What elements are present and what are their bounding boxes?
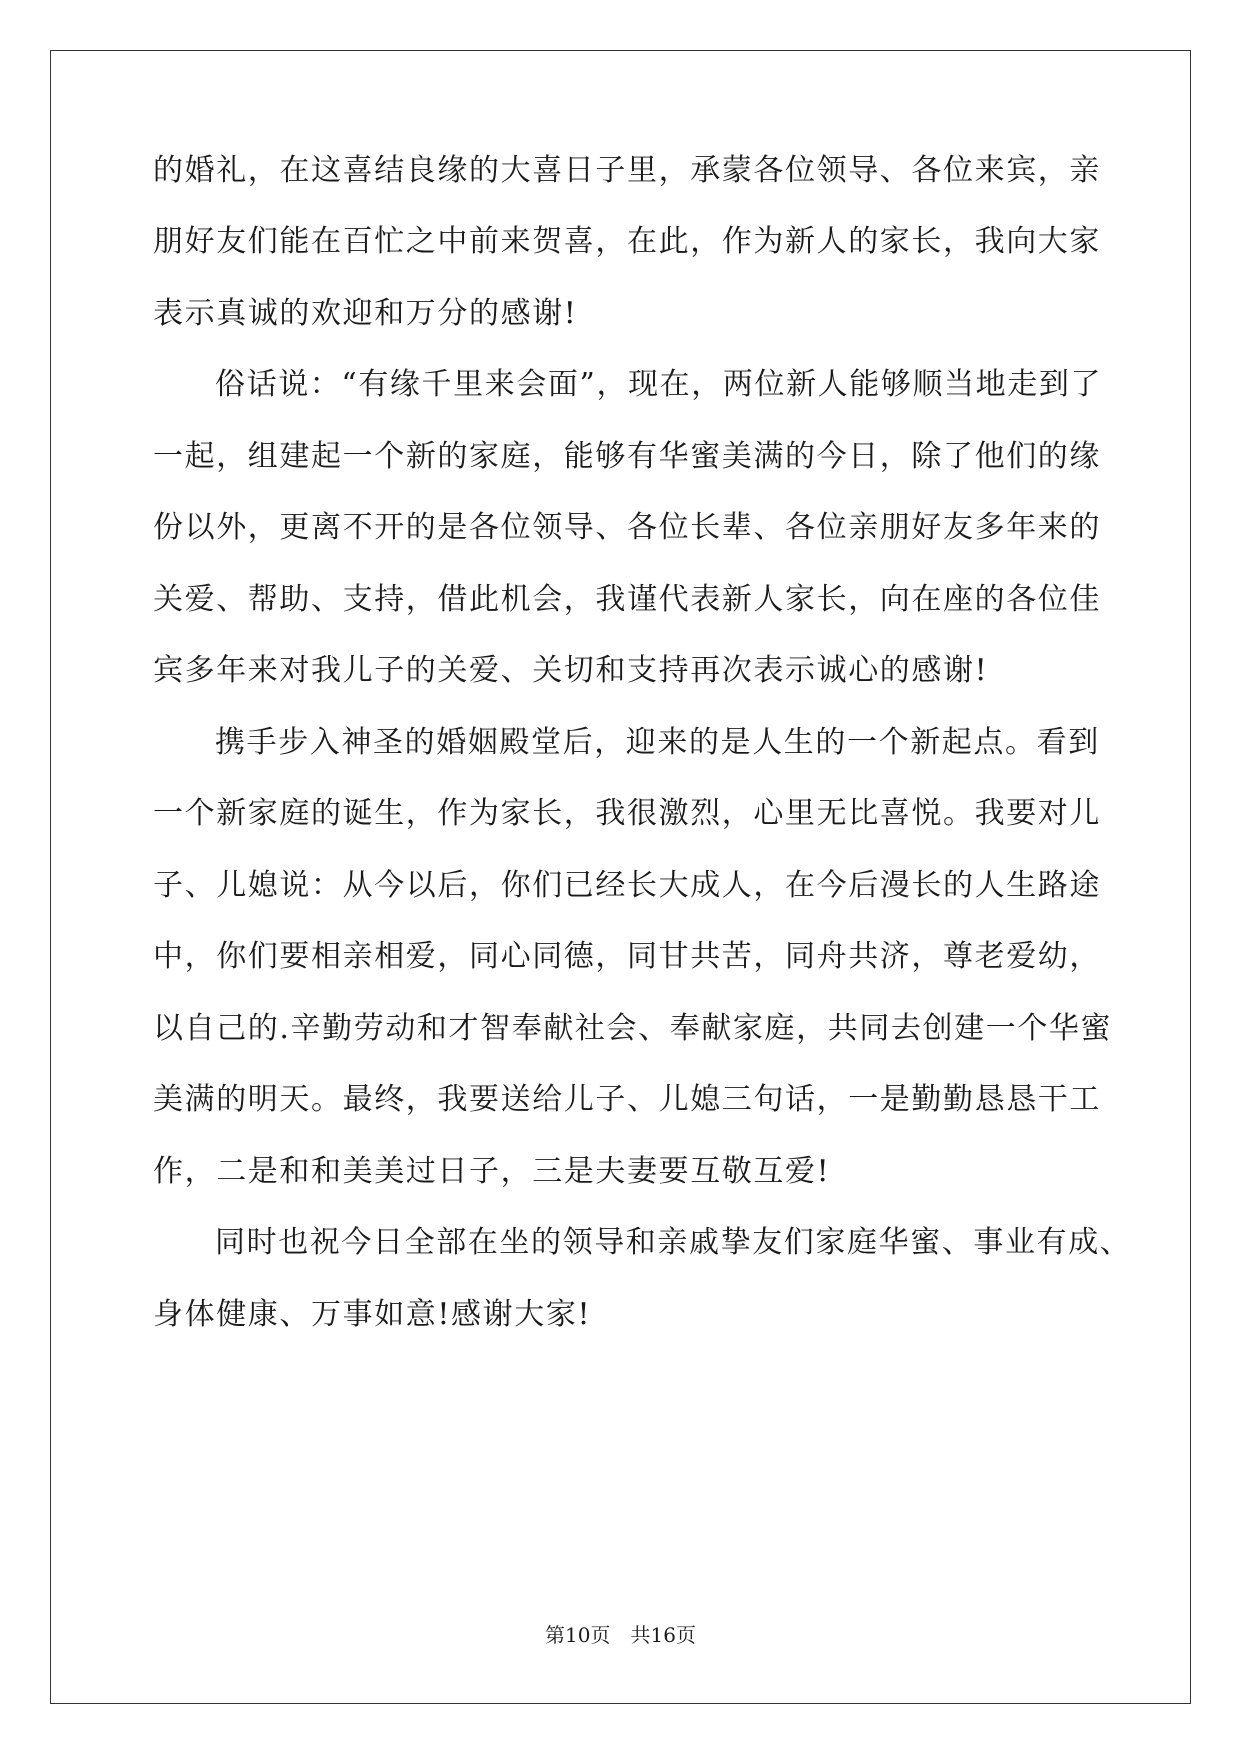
paragraph-start-line: 携手步入神圣的婚姻殿堂后，迎来的是人生的一个新起点。看到 bbox=[215, 725, 1100, 760]
text-line: 份以外，更离不开的是各位领导、各位长辈、各位亲朋好友多年来的 bbox=[153, 510, 1101, 545]
text-line: 身体健康、万事如意!感谢大家! bbox=[153, 1297, 592, 1332]
text-line: 美满的明天。最终，我要送给儿子、儿媳三句话，一是勤勤恳恳干工 bbox=[153, 1082, 1101, 1117]
text-line: 作，二是和和美美过日子，三是夫妻要互敬互爱! bbox=[153, 1154, 831, 1189]
page-footer bbox=[0, 1622, 1241, 1648]
text-line: 子、儿媳说：从今以后，你们已经长大成人，在今后漫长的人生路途 bbox=[153, 868, 1101, 903]
text-line: 一起，组建起一个新的家庭，能够有华蜜美满的今日，除了他们的缘 bbox=[153, 439, 1101, 474]
text-line: 一个新家庭的诞生，作为家长，我很激烈，心里无比喜悦。我要对儿 bbox=[153, 796, 1101, 831]
paragraph-start-line: 俗话说：“有缘千里来会面”，现在，两位新人能够顺当地走到了 bbox=[215, 367, 1103, 402]
text-line: 以自己的.辛勤劳动和才智奉献社会、奉献家庭，共同去创建一个华蜜 bbox=[153, 1011, 1113, 1046]
text-line: 中，你们要相亲相爱，同心同德，同甘共苦，同舟共济，尊老爱幼， bbox=[153, 939, 1101, 974]
page-total: 共16页 bbox=[630, 1623, 696, 1647]
text-line: 表示真诚的欢迎和万分的感谢! bbox=[153, 296, 578, 331]
text-line: 朋好友们能在百忙之中前来贺喜，在此，作为新人的家长，我向大家 bbox=[153, 224, 1101, 259]
text-line: 关爱、帮助、支持，借此机会，我谨代表新人家长，向在座的各位佳 bbox=[153, 582, 1101, 617]
paragraph-start-line: 同时也祝今日全部在坐的领导和亲戚挚友们家庭华蜜、事业有成、 bbox=[215, 1225, 1132, 1260]
text-line: 宾多年来对我儿子的关爱、关切和支持再次表示诚心的感谢! bbox=[153, 653, 989, 688]
page-number: 第10页 bbox=[545, 1623, 611, 1647]
text-line: 的婚礼，在这喜结良缘的大喜日子里，承蒙各位领导、各位来宾，亲 bbox=[153, 153, 1101, 188]
